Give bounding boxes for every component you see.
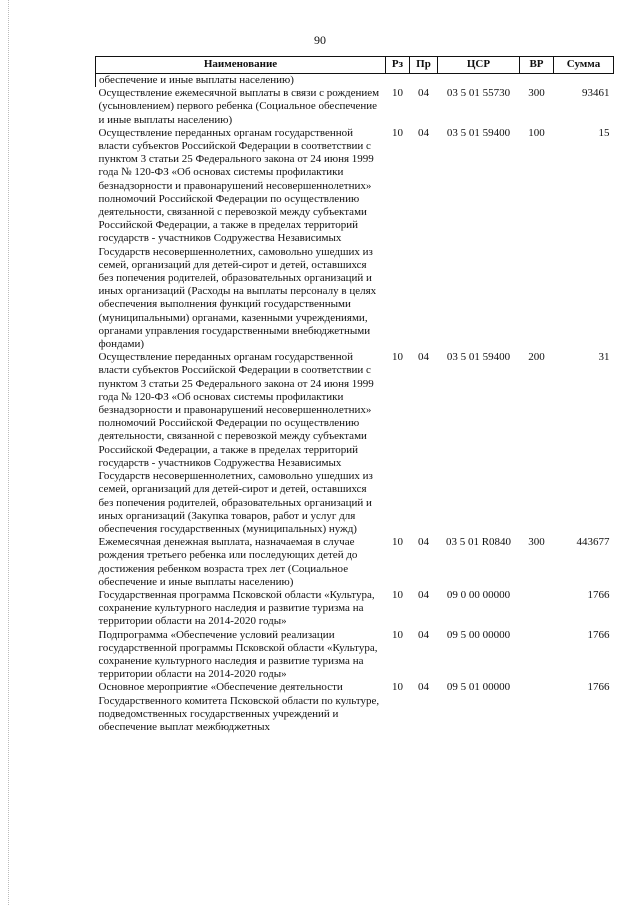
row-sum: 1766 [587, 588, 610, 601]
row-sum: 93461 [582, 87, 610, 100]
row-csr: 03 5 01 55730 [446, 87, 511, 100]
table-row [96, 629, 614, 682]
page-number: 90 [314, 33, 326, 47]
row-sum: 1766 [587, 681, 610, 694]
row-rz: 10 [392, 126, 403, 139]
row-csr: 03 5 01 R0840 [445, 536, 512, 549]
header-sum: Сумма [554, 57, 614, 74]
table-row [96, 351, 614, 536]
row-vr [520, 629, 554, 682]
row-vr: 300 [528, 536, 545, 549]
row-name: обеспечение и иные выплаты населению) [96, 74, 386, 88]
row-sum: 1766 [587, 628, 610, 641]
row-pr: 04 [418, 681, 429, 694]
row-rz: 10 [392, 681, 403, 694]
row-csr: 03 5 01 59400 [446, 351, 511, 364]
row-rz: 10 [392, 588, 403, 601]
header-rz: Рз [386, 57, 410, 74]
table-header-row [96, 57, 614, 74]
row-vr [520, 681, 554, 734]
row-csr [438, 74, 520, 88]
header-name: Наименование [96, 57, 386, 74]
table-row [96, 74, 614, 88]
row-csr: 09 5 01 00000 [446, 681, 511, 694]
row-vr: 100 [528, 126, 545, 139]
row-pr [410, 74, 438, 88]
header-pr: Пр [410, 57, 438, 74]
row-name: Осуществление переданных органам государственной власти субъектов Российской Федерации в соответствии с пунктом 3 статьи 25 Федерального закона от 24 июня 1999 года № 120-ФЗ «Об основах системы профилактики безнадзорности и правонарушений несовершеннолетних» полномочий Российской Федерации по осуществлению деятельности, связанной с перевозкой между субъектами Российской Федерации, а также в пределах территорий государств - участников Содружества Независимых Государств несовершеннолетних, самовольно ушедших из семей, организаций для детей-сирот и детей, оставшихся без попечения родителей, образовательных организаций и иных организаций (Закупка товаров, работ и услуг для обеспечения государственных (муниципальных) нужд) [98, 351, 374, 535]
row-pr: 04 [418, 87, 429, 100]
row-rz: 10 [392, 536, 403, 549]
row-csr: 03 5 01 59400 [446, 126, 511, 139]
row-rz: 10 [392, 628, 403, 641]
row-pr: 04 [418, 588, 429, 601]
row-vr: 300 [528, 87, 545, 100]
row-name: Осуществление переданных органам государственной власти субъектов Российской Федерации в соответствии с пунктом 3 статьи 25 Федерального закона от 24 июня 1999 года № 120-ФЗ «Об основах системы профилактики безнадзорности и правонарушений несовершеннолетних» полномочий Российской Федерации по осуществлению деятельности, связанной с перевозкой между субъектами Российской Федерации, а также в пределах территорий государств - участников Содружества Независимых Государств несовершеннолетних, самовольно ушедших из семей, организаций для детей-сирот и детей, оставшихся без попечения родителей, образовательных организаций и иных организаций (Расходы на выплаты персоналу в целях обеспечения выполнения функций государственными (муниципальными) органами, казенными учреждениями, органами управления государственными внебюджетными фондами) [98, 126, 377, 351]
row-name: Государственная программа Псковской области «Культура, сохранение культурного наследия и развитие туризма на территории области на 2014-2020 годы» [98, 588, 375, 628]
row-csr: 09 5 00 00000 [446, 628, 511, 641]
row-pr: 04 [418, 536, 429, 549]
budget-table [95, 56, 614, 734]
table-row [96, 87, 614, 127]
row-name: Ежемесячная денежная выплата, назначаемая в случае рождения третьего ребенка или последующих детей до достижения ребенком возраста трех лет (Социальное обеспечение и иные выплаты населению) [98, 536, 358, 588]
header-vr: ВР [520, 57, 554, 74]
row-name: Подпрограмма «Обеспечение условий реализации государственной программы Псковской области «Культура, сохранение культурного наследия и развитие туризма на территории области на 2014-2020 годы» [98, 628, 378, 681]
row-sum: 443677 [576, 536, 610, 549]
header-csr: ЦСР [438, 57, 520, 74]
row-sum: 31 [598, 351, 610, 364]
row-csr: 09 0 00 00000 [446, 588, 511, 601]
row-rz: 10 [392, 351, 403, 364]
row-pr: 04 [418, 628, 429, 641]
page-edge [0, 0, 9, 905]
row-name: Осуществление ежемесячной выплаты в связи с рождением (усыновлением) первого ребенка (Социальное обеспечение и иные выплаты населению) [98, 87, 380, 126]
row-pr: 04 [418, 126, 429, 139]
row-rz [386, 74, 410, 88]
table-row [96, 536, 614, 589]
row-vr [520, 74, 554, 88]
row-sum [554, 74, 614, 88]
table-row [96, 127, 614, 351]
table-row [96, 589, 614, 629]
row-vr: 200 [528, 351, 545, 364]
row-rz: 10 [392, 87, 403, 100]
row-vr [520, 589, 554, 629]
row-pr: 04 [418, 351, 429, 364]
table-row [96, 681, 614, 734]
row-sum: 15 [598, 126, 610, 139]
row-name: Основное мероприятие «Обеспечение деятельности Государственного комитета Псковской области по культуре, подведомственных государственных учреждений и обеспечение выплат межбюджетных [98, 681, 380, 733]
